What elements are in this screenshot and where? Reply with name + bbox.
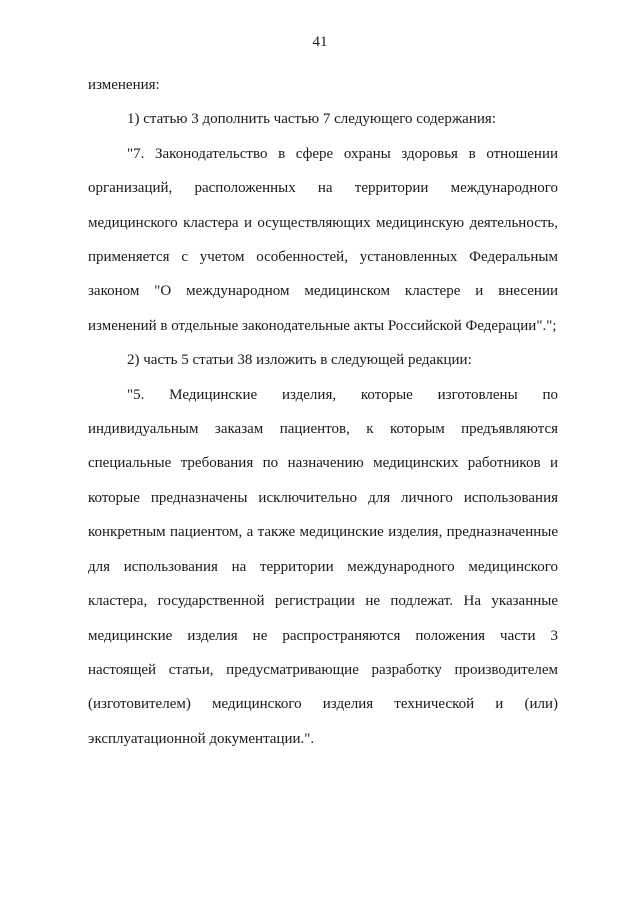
document-body <box>88 68 558 756</box>
paragraph-continuation: изменения: <box>88 77 160 93</box>
paragraph-item-2: 2) часть 5 статьи 38 изложить в следующей редакции: <box>127 352 472 369</box>
paragraph-quote-part-7: "7. Законодательство в сфере охраны здоровья в отношении организаций, расположенных на территории международного медицинского кластера и осуществляющих медицинскую деятельность, применяется с учетом особенностей, установленных Федеральным законом "О международном медицинском кластере и внесении изменений в отдельные законодательные акты Российской Федерации"."; <box>88 145 558 334</box>
page-number: 41 <box>312 34 328 50</box>
paragraph-item-1: 1) статью 3 дополнить частью 7 следующего содержания: <box>127 111 496 128</box>
paragraph-quote-part-5: "5. Медицинские изделия, которые изготовлены по индивидуальным заказам пациентов, к которым предъявляются специальные требования по назначению медицинских работников и которые предназначены исключительно для личного использования конкретным пациентом, а также медицинские изделия, предназначенные для использования на территории международного медицинского кластера, государственной регистрации не подлежат. На указанные медицинские изделия не распространяются положения части 3 настоящей статьи, предусматривающие разработку производителем (изготовителем) медицинского изделия технической и (или) эксплуатационной документации.". <box>88 386 558 747</box>
